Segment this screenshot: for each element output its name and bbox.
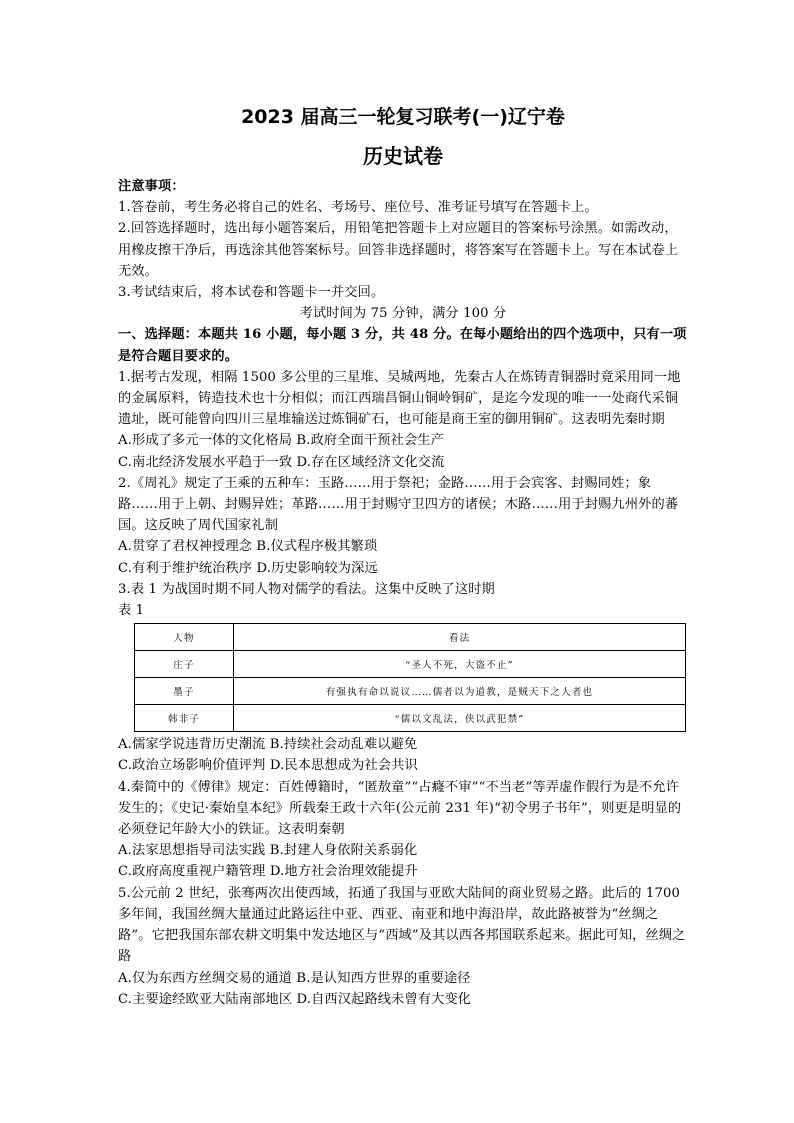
notice-item: 3.考试结束后，将本试卷和答题卡一并交回。 xyxy=(118,285,385,301)
confucianism-views-table xyxy=(134,623,686,732)
table-row xyxy=(135,678,686,705)
exam-page xyxy=(118,104,688,1010)
table-cell: “圣人不死，大盗不止” xyxy=(234,651,686,678)
question-option: C.政治立场影响价值评判 D.民本思想成为社会共识 xyxy=(118,758,418,774)
notice-item: 2.回答选择题时，选出每小题答案后，用铅笔把答题卡上对应题目的答案标号涂黑。如需改动，用橡皮擦干净后，再选涂其他答案标号。回答非选择题时，将答案写在答题卡上。写在本试卷上无效。 xyxy=(118,221,679,279)
question-stem: 5.公元前 2 世纪，张骞两次出使西域，拓通了我国与亚欧大陆间的商业贸易之路。此后的 1700 多年间，我国丝绸大量通过此路运往中亚、西亚、南亚和地中海沿岸，故此路被誉为“丝绸之路”。它把我国东部农耕文明集中发达地区与“西域”及其以西各邦国联系起来。据此可知，丝绸之路 xyxy=(118,885,686,965)
question-stem: 2.《周礼》规定了王乘的五种车：玉路……用于祭祀；金路……用于会宾客、封赐同姓；象路……用于上朝、封赐异姓；革路……用于封赐守卫四方的诸侯；木路……用于封赐九州外的蕃国。这反映了周代国家礼制 xyxy=(118,475,679,534)
table-label: 表 1 xyxy=(118,603,145,619)
question-stem: 1.据考古发现，相隔 1500 多公里的三星堆、吴城两地，先秦古人在炼铸青铜器时竟采用同一地的金属原料，铸造技术也十分相似；而江西瑞昌铜山铜岭铜矿，是迄今发现的唯一一处商代采铜遗址，既可能曾向四川三星堆输送过炼铜矿石，也可能是商王室的御用铜矿。这表明先秦时期 xyxy=(118,369,681,428)
exam-title: 2023 届高三一轮复习联考(一)辽宁卷 xyxy=(241,106,565,128)
question-option: C.有利于维护统治秩序 D.历史影响较为深远 xyxy=(118,560,378,576)
table-cell: 墨子 xyxy=(135,678,234,705)
question-option: C.政府高度重视户籍管理 D.地方社会治理效能提升 xyxy=(118,864,418,880)
table-row xyxy=(135,705,686,732)
section-heading: 一、选择题：本题共 16 小题，每小题 3 分，共 48 分。在每小题给出的四个选项中，只有一项是符合题目要求的。 xyxy=(118,327,687,364)
notice-heading: 注意事项： xyxy=(118,179,185,194)
question-option: A.儒家学说违背历史潮流 B.持续社会动乱难以避免 xyxy=(118,737,418,753)
table-header-row xyxy=(135,624,686,651)
table-header-cell: 人物 xyxy=(135,624,234,651)
question-option: A.仅为东西方丝绸交易的通道 B.是认知西方世界的重要途径 xyxy=(118,970,471,986)
table-cell: “儒以文乱法，侠以武犯禁” xyxy=(234,705,686,732)
question-stem: 3.表 1 为战国时期不同人物对儒学的看法。这集中反映了这时期 xyxy=(118,581,495,597)
table-row xyxy=(135,651,686,678)
exam-subject: 历史试卷 xyxy=(363,144,443,168)
question-stem: 4.秦简中的《傅律》规定：百姓傅籍时，“匿敖童”“占癃不审”“不当老”等弄虚作假行为是不允许发生的；《史记·秦始皇本纪》所载秦王政十六年(公元前 231 年)“初令男子书年”，则更是明显的必须登记年龄大小的铁证。这表明秦朝 xyxy=(118,779,682,838)
table-header-cell: 看法 xyxy=(234,624,686,651)
table-cell: 有强执有命以说议……儒者以为道教，是贼天下之人者也 xyxy=(234,678,686,705)
notice-item: 1.答卷前，考生务必将自己的姓名、考场号、座位号、准考证号填写在答题卡上。 xyxy=(118,200,598,216)
table-cell: 韩非子 xyxy=(135,705,234,732)
table-cell: 庄子 xyxy=(135,651,234,678)
question-option: A.法家思想指导司法实践 B.封建人身依附关系弱化 xyxy=(118,843,418,859)
exam-time: 考试时间为 75 分钟，满分 100 分 xyxy=(299,306,507,322)
question-option: A.贯穿了君权神授理念 B.仪式程序极其繁琐 xyxy=(118,539,378,555)
question-option: C.南北经济发展水平趋于一致 D.存在区域经济文化交流 xyxy=(118,454,445,470)
question-option: C.主要途经欧亚大陆南部地区 D.自西汉起路线未曾有大变化 xyxy=(118,991,472,1007)
question-option: A.形成了多元一体的文化格局 B.政府全面干预社会生产 xyxy=(118,433,444,449)
